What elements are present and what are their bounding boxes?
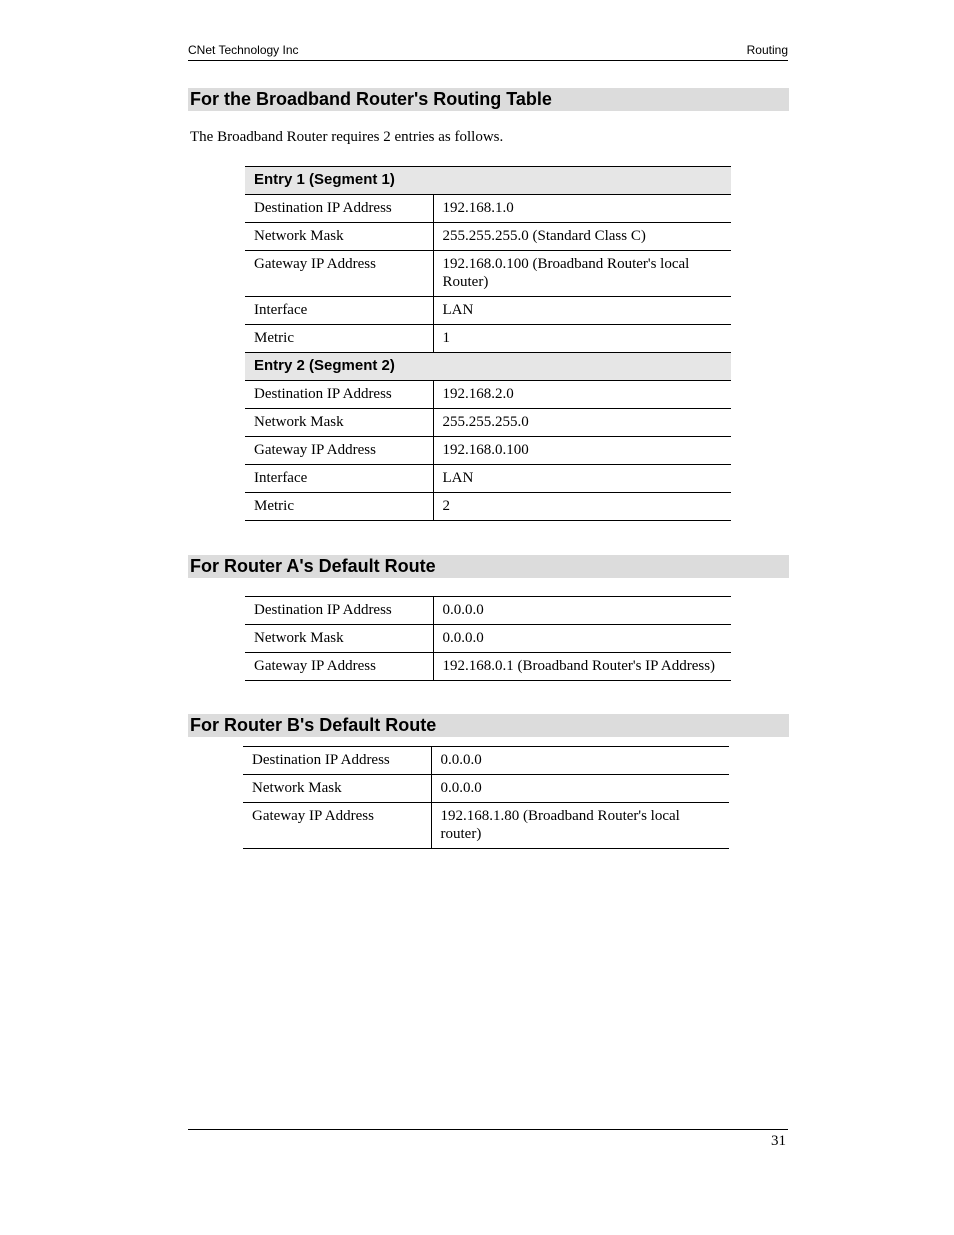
table-row xyxy=(245,381,731,409)
row-label: Gateway IP Address xyxy=(245,437,433,465)
row-value: 192.168.1.80 (Broadband Router's local router) xyxy=(431,803,729,849)
row-value: LAN xyxy=(433,297,731,325)
router-b-default-route-table xyxy=(243,746,729,849)
row-label: Destination IP Address xyxy=(245,195,433,223)
row-value: 0.0.0.0 xyxy=(431,775,729,803)
page-number: 31 xyxy=(771,1133,786,1149)
table-row xyxy=(245,195,731,223)
entry1-title: Entry 1 (Segment 1) xyxy=(245,167,731,195)
row-label: Network Mask xyxy=(243,775,431,803)
table-row xyxy=(243,775,729,803)
row-label: Gateway IP Address xyxy=(245,653,433,681)
section-heading-router-b: For Router B's Default Route xyxy=(188,714,789,737)
row-label: Gateway IP Address xyxy=(245,251,433,297)
row-value: 2 xyxy=(433,493,731,521)
table-row xyxy=(245,437,731,465)
page-footer xyxy=(188,1129,788,1149)
row-label: Network Mask xyxy=(245,409,433,437)
intro-text: The Broadband Router requires 2 entries as follows. xyxy=(190,129,504,145)
row-value: 192.168.0.1 (Broadband Router's IP Address) xyxy=(433,653,731,681)
row-value: 0.0.0.0 xyxy=(433,597,731,625)
row-label: Network Mask xyxy=(245,625,433,653)
row-label: Metric xyxy=(245,325,433,353)
row-value: LAN xyxy=(433,465,731,493)
row-value: 1 xyxy=(433,325,731,353)
table-row xyxy=(245,625,731,653)
broadband-routing-table xyxy=(245,166,731,521)
page-header xyxy=(188,43,788,61)
header-company: CNet Technology Inc xyxy=(188,43,299,57)
section-heading-router-a: For Router A's Default Route xyxy=(188,555,789,578)
row-label: Interface xyxy=(245,297,433,325)
row-value: 192.168.1.0 xyxy=(433,195,731,223)
row-value: 192.168.0.100 xyxy=(433,437,731,465)
row-label: Metric xyxy=(245,493,433,521)
table-row xyxy=(245,465,731,493)
table-group-row xyxy=(245,167,731,195)
table-row xyxy=(243,747,729,775)
row-value: 0.0.0.0 xyxy=(431,747,729,775)
table-row xyxy=(245,597,731,625)
table-group-row xyxy=(245,353,731,381)
table-row xyxy=(245,325,731,353)
table-row xyxy=(245,493,731,521)
table-row xyxy=(245,297,731,325)
row-label: Network Mask xyxy=(245,223,433,251)
row-value: 192.168.2.0 xyxy=(433,381,731,409)
row-label: Destination IP Address xyxy=(245,381,433,409)
row-label: Gateway IP Address xyxy=(243,803,431,849)
table-row xyxy=(245,251,731,297)
row-label: Destination IP Address xyxy=(245,597,433,625)
table-row xyxy=(243,803,729,849)
row-value: 255.255.255.0 (Standard Class C) xyxy=(433,223,731,251)
router-a-default-route-table xyxy=(245,596,731,681)
row-value: 192.168.0.100 (Broadband Router's local Router) xyxy=(433,251,731,297)
row-value: 0.0.0.0 xyxy=(433,625,731,653)
header-chapter: Routing xyxy=(746,43,788,57)
row-value: 255.255.255.0 xyxy=(433,409,731,437)
entry2-title: Entry 2 (Segment 2) xyxy=(245,353,731,381)
table-row xyxy=(245,653,731,681)
row-label: Interface xyxy=(245,465,433,493)
section-heading-broadband-routing: For the Broadband Router's Routing Table xyxy=(188,88,789,111)
table-row xyxy=(245,223,731,251)
table-row xyxy=(245,409,731,437)
row-label: Destination IP Address xyxy=(243,747,431,775)
